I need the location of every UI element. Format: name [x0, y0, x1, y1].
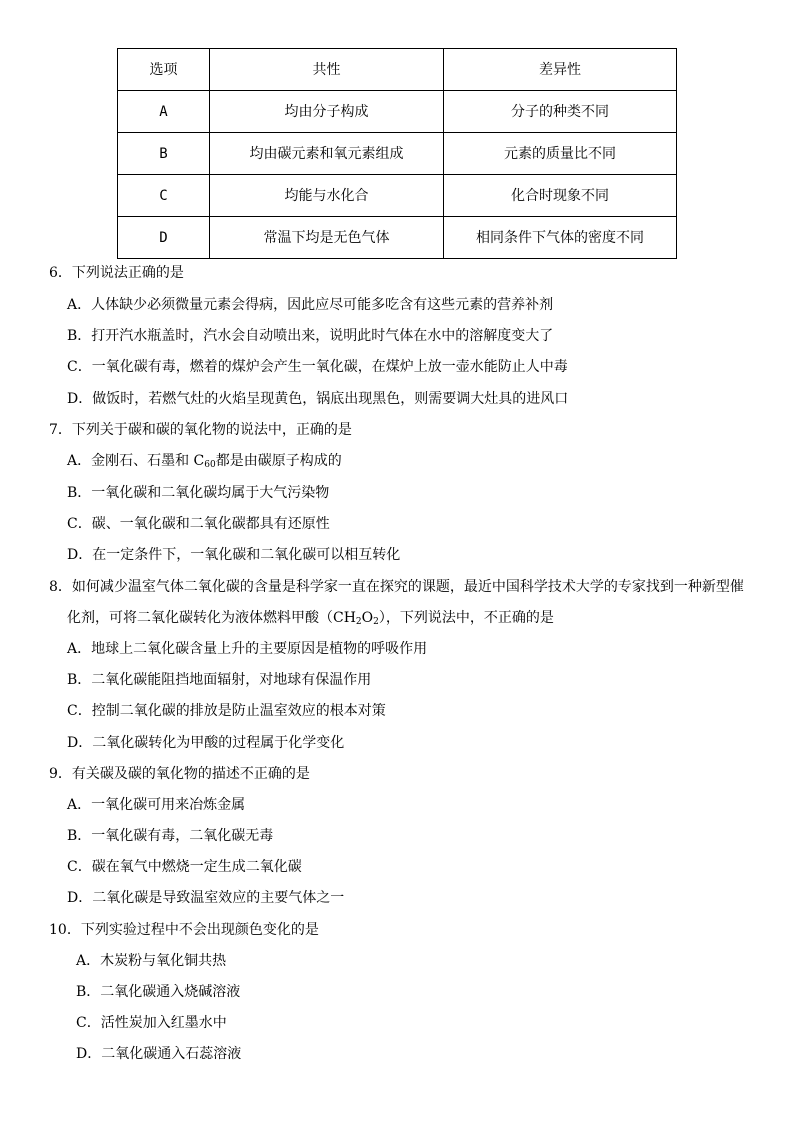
table-row [118, 175, 677, 217]
question-10-option-c: C．活性炭加入红墨水中 [76, 1015, 227, 1031]
table-cell: 均由碳元素和氧元素组成 [210, 133, 444, 175]
option-text: 都是由碳原子构成的 [215, 453, 342, 469]
question-8-stem-line2 [67, 609, 554, 627]
table-cell: B [118, 133, 210, 175]
question-7-option-c: C．碳、一氧化碳和二氧化碳都具有还原性 [67, 516, 330, 532]
question-6-option-b: B．打开汽水瓶盖时，汽水会自动喷出来，说明此时气体在水中的溶解度变大了 [67, 328, 554, 344]
subscript: 2 [355, 617, 362, 627]
question-6-option-a: A．人体缺少必须微量元素会得病，因此应尽可能多吃含有这些元素的营养补剂 [67, 297, 554, 313]
question-7-option-d: D．在一定条件下，一氧化碳和二氧化碳可以相互转化 [67, 547, 401, 563]
question-9-stem: 9．有关碳及碳的氧化物的描述不正确的是 [49, 766, 310, 782]
subscript: 2 [373, 617, 379, 627]
question-8-option-d: D．二氧化碳转化为甲酸的过程属于化学变化 [67, 735, 345, 751]
table-cell: C [118, 175, 210, 217]
header-difference: 差异性 [444, 49, 677, 91]
stem-text: O [361, 610, 374, 626]
question-10-option-b: B．二氧化碳通入烧碱溶液 [76, 984, 241, 1000]
table-cell: D [118, 217, 210, 259]
table-row [118, 133, 677, 175]
question-8-option-b: B．二氧化碳能阻挡地面辐射，对地球有保温作用 [67, 672, 372, 688]
header-option: 选项 [118, 49, 210, 91]
option-text: A．金刚石、石墨和 C [67, 453, 205, 469]
comparison-table [117, 48, 677, 259]
question-8-option-a: A．地球上二氧化碳含量上升的主要原因是植物的呼吸作用 [67, 641, 428, 657]
subscript: 60 [204, 460, 216, 470]
header-commonality: 共性 [210, 49, 444, 91]
question-6-option-d: D．做饭时，若燃气灶的火焰呈现黄色，锅底出现黑色，则需要调大灶具的进风口 [67, 391, 569, 407]
table-cell: 均由分子构成 [210, 91, 444, 133]
question-8-stem-line1: 8．如何减少温室气体二氧化碳的含量是科学家一直在探究的课题，最近中国科学技术大学的专家找到一种新型催 [49, 579, 744, 595]
stem-text: 化剂，可将二氧化碳转化为液体燃料甲酸（CH [67, 610, 356, 626]
question-9-option-b: B．一氧化碳有毒，二氧化碳无毒 [67, 828, 274, 844]
table-cell: 相同条件下气体的密度不同 [444, 217, 677, 259]
question-7-stem: 7．下列关于碳和碳的氧化物的说法中，正确的是 [49, 422, 352, 438]
table-cell: 常温下均是无色气体 [210, 217, 444, 259]
question-10-stem: 10．下列实验过程中不会出现颜色变化的是 [49, 922, 319, 938]
table-cell: 分子的种类不同 [444, 91, 677, 133]
table-cell: 元素的质量比不同 [444, 133, 677, 175]
question-6-stem: 6．下列说法正确的是 [49, 265, 184, 281]
table-header-row [118, 49, 677, 91]
question-6-option-c: C．一氧化碳有毒，燃着的煤炉会产生一氧化碳，在煤炉上放一壶水能防止人中毒 [67, 359, 568, 375]
question-8-option-c: C．控制二氧化碳的排放是防止温室效应的根本对策 [67, 703, 386, 719]
table-cell: 化合时现象不同 [444, 175, 677, 217]
table-cell: 均能与水化合 [210, 175, 444, 217]
question-9-option-c: C．碳在氧气中燃烧一定生成二氧化碳 [67, 859, 302, 875]
stem-text: ），下列说法中，不正确的是 [378, 610, 554, 626]
question-10-option-d: D．二氧化碳通入石蕊溶液 [76, 1046, 242, 1062]
question-9-option-d: D．二氧化碳是导致温室效应的主要气体之一 [67, 890, 345, 906]
table-row [118, 217, 677, 259]
table-cell: A [118, 91, 210, 133]
question-9-option-a: A．一氧化碳可用来冶炼金属 [67, 797, 246, 813]
question-7-option-b: B．一氧化碳和二氧化碳均属于大气污染物 [67, 485, 330, 501]
table-row [118, 91, 677, 133]
question-10-option-a: A．木炭粉与氧化铜共热 [76, 953, 227, 969]
question-7-option-a [67, 452, 342, 470]
